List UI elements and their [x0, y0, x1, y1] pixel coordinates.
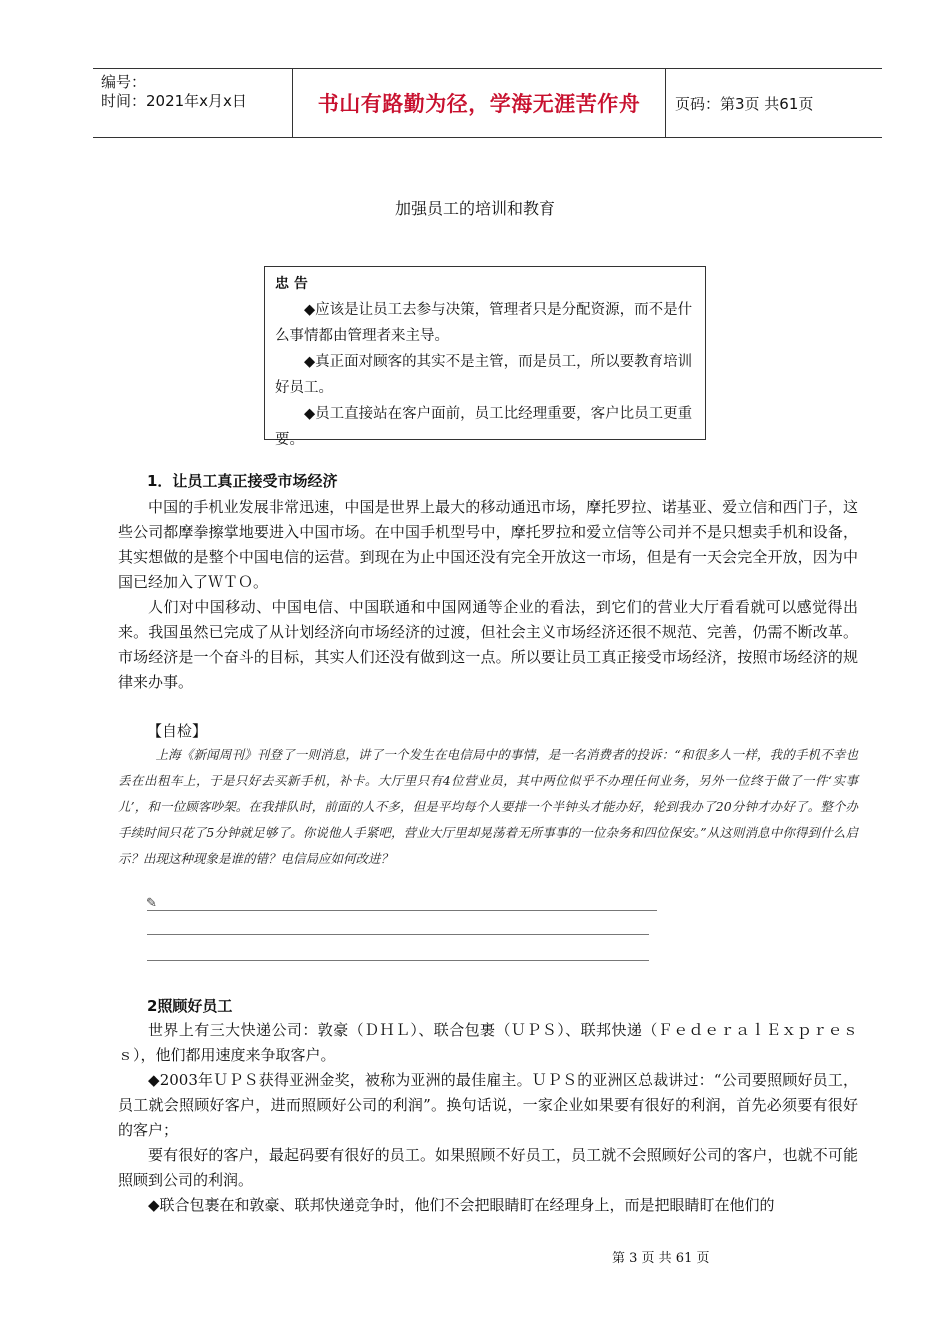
- time-label: 时间：2021年x月x日: [101, 92, 247, 110]
- pen-icon: ✎: [146, 896, 157, 911]
- answer-line[interactable]: [147, 910, 657, 911]
- header-divider: [665, 69, 666, 137]
- section1-body: [118, 495, 858, 695]
- advice-item: ◆应该是让员工去参与决策，管理者只是分配资源，而不是什么事情都由管理者来主导。: [275, 302, 693, 344]
- self-check-label: 【自检】: [147, 722, 208, 740]
- header-meta: [101, 73, 291, 111]
- answer-line[interactable]: [147, 960, 649, 961]
- advice-item: ◆真正面对顾客的其实不是主管，而是员工，所以要教育培训好员工。: [275, 354, 693, 396]
- paragraph: 中国的手机业发展非常迅速，中国是世界上最大的移动通迅市场，摩托罗拉、诺基亚、爱立信和西门子，这些公司都摩拳擦掌地要进入中国市场。在中国手机型号中，摩托罗拉和爱立信等公司并不是只想卖手机和设备，其实想做的是整个中国电信的运营。到现在为止中国还没有完全开放这一市场，但是有一天会完全开放，因为中国已经加入了ＷＴＯ。: [118, 498, 858, 591]
- paragraph: 人们对中国移动、中国电信、中国联通和中国网通等企业的看法，到它们的营业大厅看看就可以感觉得出来。我国虽然已完成了从计划经济向市场经济的过渡，但社会主义市场经济还很不规范、完善，仍需不断改革。市场经济是一个奋斗的目标，其实人们还没有做到这一点。所以要让员工真正接受市场经济，按照市场经济的规律来办事。: [118, 598, 858, 691]
- header-page-info: 页码：第3页 共61页: [675, 94, 814, 113]
- answer-line[interactable]: [147, 934, 649, 935]
- paragraph: 世界上有三大快递公司：敦豪（ＤＨＬ）、联合包裹（ＵＰＳ）、联邦快递（ＦｅｄｅｒａｌＥｘｐｒｅｓｓ），他们都用速度来争取客户。: [118, 1021, 858, 1064]
- section2-heading: 2照顾好员工: [147, 997, 233, 1015]
- header-motto: 书山有路勤为径，学海无涯苦作舟: [317, 92, 641, 116]
- section2-body: [118, 1018, 858, 1218]
- page-title: 加强员工的培训和教育: [394, 199, 555, 218]
- advice-box: [264, 266, 706, 448]
- section1-heading: 1．让员工真正接受市场经济: [147, 472, 338, 490]
- advice-item: ◆员工直接站在客户面前，员工比经理重要，客户比员工更重要。: [275, 406, 693, 448]
- paragraph: ◆2003年ＵＰＳ获得亚洲金奖，被称为亚洲的最佳雇主。ＵＰＳ的亚洲区总裁讲过：“公司要照顾好员工，员工就会照顾好客户，进而照顾好公司的利润”。换句话说，一家企业如果要有很好的利润，首先必须要有很好的客户；: [118, 1071, 858, 1139]
- header-table: [93, 68, 882, 138]
- paragraph: 要有很好的客户，最起码要有很好的员工。如果照顾不好员工，员工就不会照顾好公司的客户，也就不可能照顾到公司的利润。: [118, 1146, 858, 1189]
- number-label: 编号：: [101, 73, 147, 91]
- case-text: 上海《新闻周刊》刊登了一则消息，讲了一个发生在电信局中的事情，是一名消费者的投诉：“和很多人一样，我的手机不幸也丢在出租车上，于是只好去买新手机，补卡。大厅里只有4位营业员，其中两位似乎不办理任何业务，另外一位终于做了一件‘实事儿’，和一位顾客吵架。在我排队时，前面的人不多，但是平均每个人要排一个半钟头才能办好，轮到我办了20分钟才办好了。整个办手续时间只花了5分钟就足够了。你说他人手紧吧，营业大厅里却晃荡着无所事事的一位杂务和四位保安。”从这则消息中你得到什么启示？出现这种现象是谁的错？电信局应如何改进？: [118, 747, 858, 866]
- self-check-case: [118, 742, 858, 872]
- advice-heading: 忠 告: [275, 276, 308, 292]
- paragraph: ◆联合包裹在和敦豪、联邦快递竞争时，他们不会把眼睛盯在经理身上，而是把眼睛盯在他们的: [148, 1196, 775, 1214]
- page-footer: 第 3 页 共 61 页: [612, 1251, 710, 1266]
